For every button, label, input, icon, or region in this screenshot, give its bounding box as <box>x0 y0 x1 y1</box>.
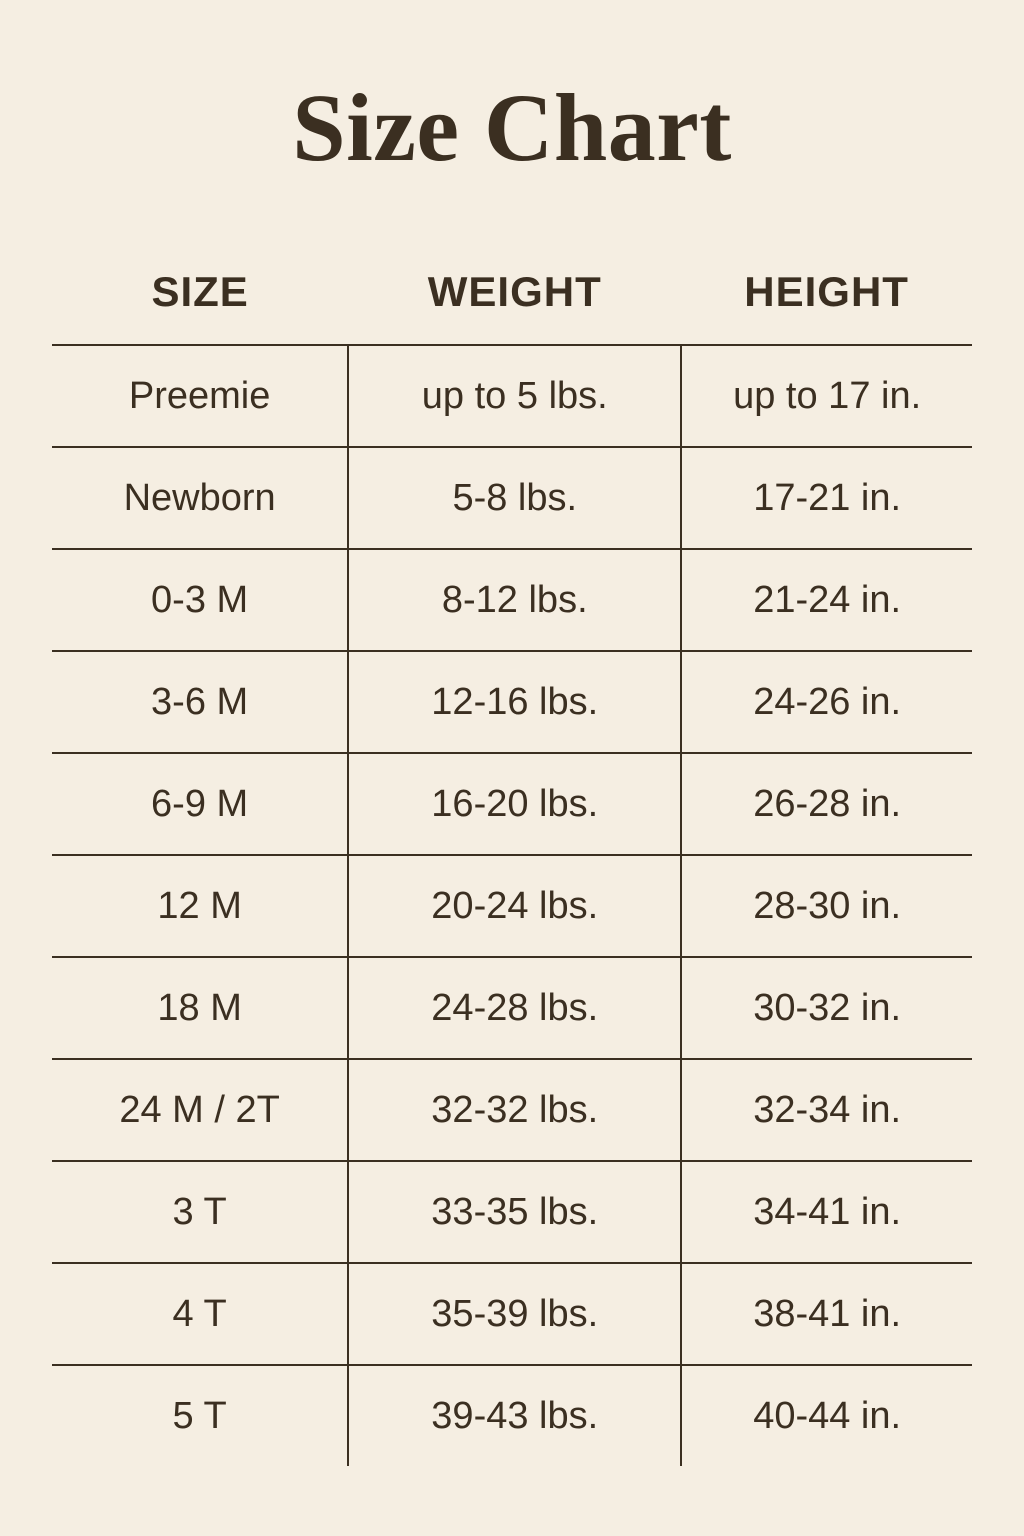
cell-height: 28-30 in. <box>681 855 972 957</box>
table-header <box>52 268 972 345</box>
cell-height: 17-21 in. <box>681 447 972 549</box>
cell-size: 18 M <box>52 957 348 1059</box>
table-row <box>52 345 972 447</box>
cell-size: 3-6 M <box>52 651 348 753</box>
cell-size: 5 T <box>52 1365 348 1466</box>
table-row <box>52 1059 972 1161</box>
table-row <box>52 549 972 651</box>
table-row <box>52 855 972 957</box>
table-row <box>52 447 972 549</box>
column-header-weight: WEIGHT <box>427 268 602 315</box>
cell-weight: 5-8 lbs. <box>348 447 681 549</box>
cell-height: 24-26 in. <box>681 651 972 753</box>
column-header-height: HEIGHT <box>744 268 909 315</box>
cell-size: 0-3 M <box>52 549 348 651</box>
cell-size: Newborn <box>52 447 348 549</box>
cell-height: 38-41 in. <box>681 1263 972 1365</box>
cell-weight: 33-35 lbs. <box>348 1161 681 1263</box>
table-row <box>52 651 972 753</box>
cell-weight: 20-24 lbs. <box>348 855 681 957</box>
cell-height: 32-34 in. <box>681 1059 972 1161</box>
table-row <box>52 1263 972 1365</box>
cell-size: 12 M <box>52 855 348 957</box>
cell-height: 34-41 in. <box>681 1161 972 1263</box>
cell-weight: up to 5 lbs. <box>348 345 681 447</box>
cell-weight: 12-16 lbs. <box>348 651 681 753</box>
cell-height: up to 17 in. <box>681 345 972 447</box>
table-row <box>52 957 972 1059</box>
cell-size: 6-9 M <box>52 753 348 855</box>
table-body <box>52 345 972 1466</box>
cell-size: 3 T <box>52 1161 348 1263</box>
page-title: Size Chart <box>292 74 732 181</box>
size-chart-table <box>52 268 972 1466</box>
table-row <box>52 1365 972 1466</box>
cell-height: 26-28 in. <box>681 753 972 855</box>
cell-weight: 16-20 lbs. <box>348 753 681 855</box>
size-chart-table-container <box>52 268 972 1466</box>
cell-weight: 32-32 lbs. <box>348 1059 681 1161</box>
cell-height: 30-32 in. <box>681 957 972 1059</box>
cell-height: 21-24 in. <box>681 549 972 651</box>
cell-size: 24 M / 2T <box>52 1059 348 1161</box>
cell-height: 40-44 in. <box>681 1365 972 1466</box>
cell-weight: 8-12 lbs. <box>348 549 681 651</box>
table-row <box>52 753 972 855</box>
cell-weight: 39-43 lbs. <box>348 1365 681 1466</box>
cell-size: Preemie <box>52 345 348 447</box>
table-header-row <box>52 268 972 345</box>
column-header-size: SIZE <box>151 268 249 315</box>
cell-weight: 35-39 lbs. <box>348 1263 681 1365</box>
table-row <box>52 1161 972 1263</box>
cell-size: 4 T <box>52 1263 348 1365</box>
cell-weight: 24-28 lbs. <box>348 957 681 1059</box>
